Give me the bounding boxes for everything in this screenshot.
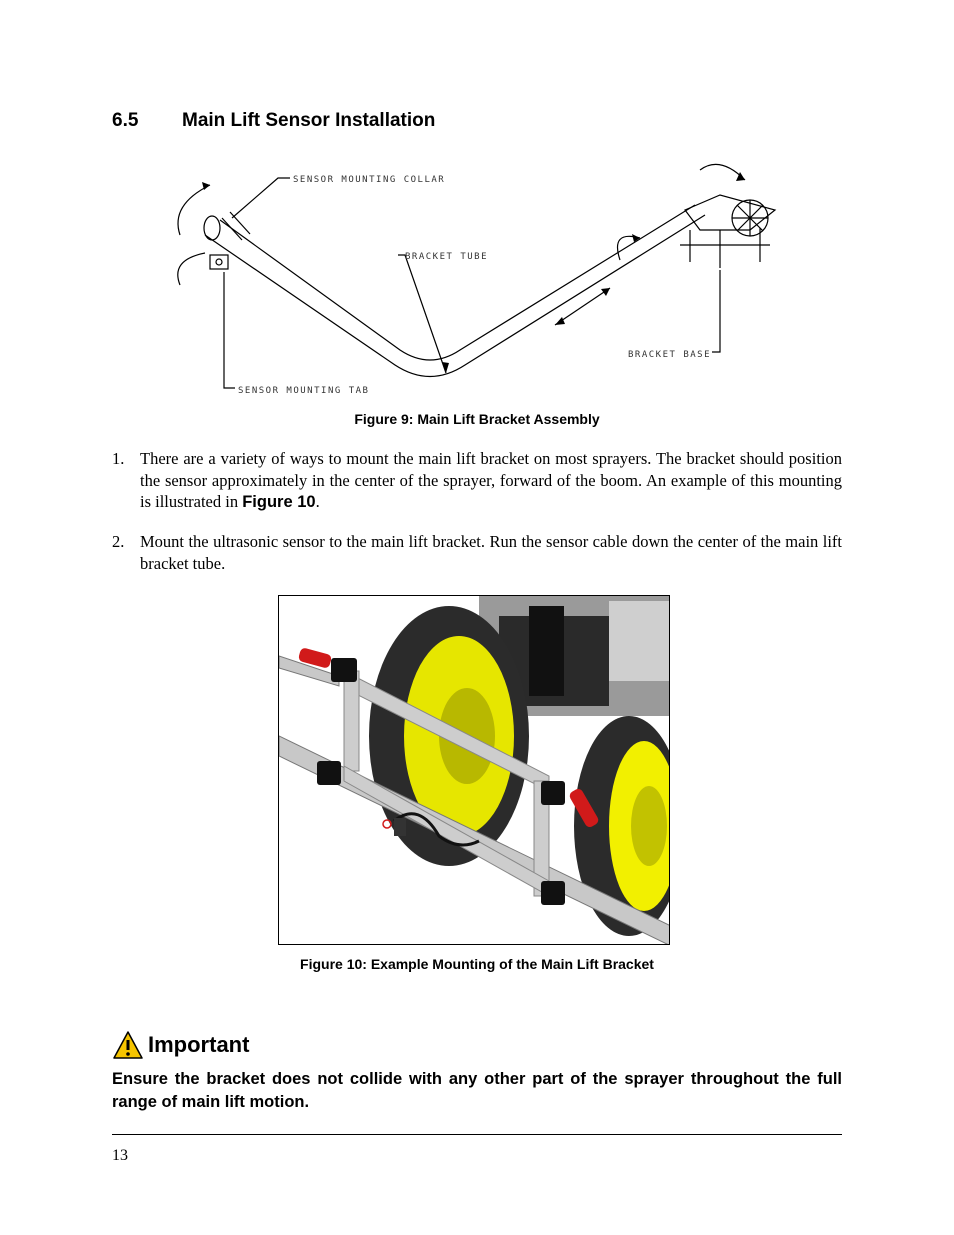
figure-9-caption: Figure 9: Main Lift Bracket Assembly: [354, 411, 600, 427]
section-heading: [112, 110, 435, 132]
important-title: Important: [148, 1032, 250, 1057]
step-1: [112, 448, 842, 514]
sprayer-mounting-illustration: [279, 596, 670, 945]
figure-10-reference: Figure 10: [242, 493, 316, 511]
label-bracket-tube: BRACKET TUBE: [405, 252, 489, 262]
footer-divider: [112, 1134, 842, 1135]
warning-triangle-icon: [112, 1030, 144, 1060]
figure-10-image: [278, 595, 670, 945]
label-bracket-base: BRACKET BASE: [628, 350, 712, 360]
figure-9-drawing: [160, 150, 800, 405]
step-2-text: Mount the ultrasonic sensor to the main lift bracket. Run the sensor cable down the center of the main lift bracket tube.: [140, 532, 842, 573]
page-number: 13: [112, 1147, 128, 1164]
step-2-marker: 2.: [112, 532, 125, 551]
step-1-end: .: [315, 492, 320, 511]
section-number: 6.5: [112, 110, 139, 131]
step-1-marker: 1.: [112, 449, 125, 468]
label-sensor-mounting-collar: SENSOR MOUNTING COLLAR: [293, 175, 446, 185]
label-sensor-mounting-tab: SENSOR MOUNTING TAB: [238, 386, 370, 396]
important-text: Ensure the bracket does not collide with any other part of the sprayer throughout the full range of main lift motion.: [112, 1070, 842, 1111]
step-1-text: There are a variety of ways to mount the main lift bracket on most sprayers. The bracket should position the sensor approximately in the center of the sprayer, forward of the boom. An example of this mounting is illustrated in: [140, 449, 842, 511]
important-heading: [112, 1030, 249, 1060]
step-2: [112, 531, 842, 574]
section-title: Main Lift Sensor Installation: [182, 110, 436, 131]
figure-10-caption: Figure 10: Example Mounting of the Main Lift Bracket: [300, 956, 654, 972]
